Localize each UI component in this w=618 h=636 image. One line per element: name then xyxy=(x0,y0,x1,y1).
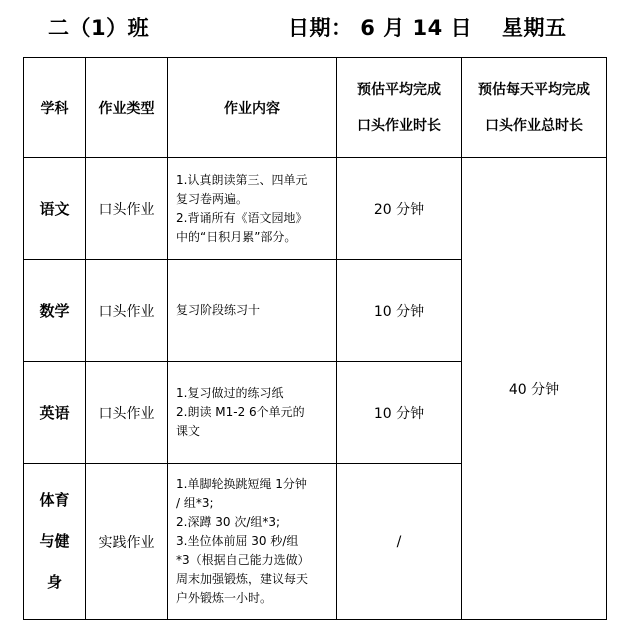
type-cell: 口头作业 xyxy=(86,158,168,260)
content-line: / 组*3; xyxy=(176,496,214,510)
subject-line: 体育 xyxy=(39,491,70,509)
content-cell xyxy=(168,362,337,464)
header-avg-time xyxy=(337,58,462,158)
header-avg-time-line1: 预估平均完成 xyxy=(357,81,441,98)
header-total-time-line1: 预估每天平均完成 xyxy=(478,81,590,98)
time-cell: / xyxy=(337,464,462,620)
header-subject: 学科 xyxy=(24,58,86,158)
time-cell: 10 分钟 xyxy=(337,260,462,362)
type-cell: 实践作业 xyxy=(86,464,168,620)
content-line: 复习阶段练习十 xyxy=(176,303,261,317)
content-line: 复习卷两遍。 xyxy=(176,191,249,206)
header-total-time-line2: 口头作业总时长 xyxy=(485,117,583,134)
table-row xyxy=(24,158,607,260)
time-cell: 20 分钟 xyxy=(337,158,462,260)
header-content: 作业内容 xyxy=(168,58,337,158)
class-label: 二（1）班 xyxy=(48,16,150,40)
content-line: 周末加强锻炼，建议每天 xyxy=(176,572,309,586)
time-cell: 10 分钟 xyxy=(337,362,462,464)
content-cell xyxy=(168,464,337,620)
content-line: 户外锻炼一小时。 xyxy=(176,591,273,605)
total-time-cell: 40 分钟 xyxy=(462,158,607,620)
date-label: 日期： 6 月 14 日 xyxy=(288,16,473,40)
content-line: 2.朗读 M1-2 6个单元的 xyxy=(176,405,305,419)
homework-table xyxy=(23,57,607,620)
type-cell: 口头作业 xyxy=(86,260,168,362)
header-type: 作业类型 xyxy=(86,58,168,158)
content-line: 1.单脚轮换跳短绳 1分钟 xyxy=(176,477,307,491)
type-cell: 口头作业 xyxy=(86,362,168,464)
table-header-row xyxy=(24,58,607,158)
content-cell xyxy=(168,260,337,362)
content-line: 3.坐位体前屈 30 秒/组 xyxy=(176,534,299,548)
subject-cell: 语文 xyxy=(24,158,86,260)
page-header xyxy=(0,8,618,44)
content-line: 1.复习做过的练习纸 xyxy=(176,386,284,400)
content-line: 中的“日积月累”部分。 xyxy=(176,229,297,244)
content-line: *3（根据自己能力选做） xyxy=(176,553,310,567)
content-line: 1.认真朗读第三、四单元 xyxy=(176,172,308,187)
content-cell xyxy=(168,158,337,260)
subject-cell: 英语 xyxy=(24,362,86,464)
content-line: 2.背诵所有《语文园地》 xyxy=(176,210,308,225)
subject-cell: 数学 xyxy=(24,260,86,362)
content-line: 课文 xyxy=(176,424,201,438)
subject-line: 身 xyxy=(46,573,62,591)
subject-line: 与健 xyxy=(39,532,70,550)
content-line: 2.深蹲 30 次/组*3; xyxy=(176,515,281,529)
header-avg-time-line2: 口头作业时长 xyxy=(357,117,441,134)
weekday-label: 星期五 xyxy=(502,16,567,40)
header-total-time xyxy=(462,58,607,158)
subject-cell xyxy=(24,464,86,620)
